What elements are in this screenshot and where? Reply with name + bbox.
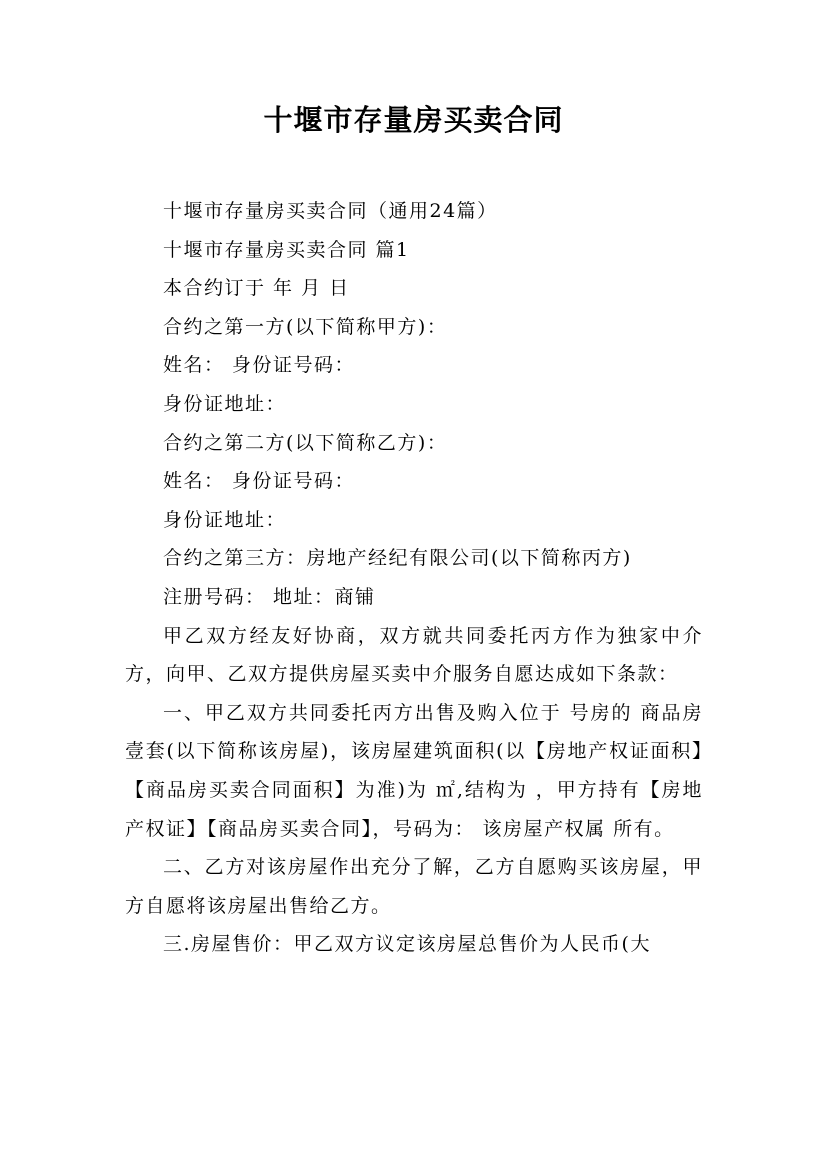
paragraph-clause-1: 一、甲乙双方共同委托丙方出售及购入位于 号房的 商品房 壹套(以下简称该房屋)，该房屋建筑面积(以【房地产权证面积】【商品房买卖合同面积】为准)为 ㎡,结构为 ，甲方持有【房地产权证】【商品房买卖合同】，号码为： 该房屋产权属 所有。 bbox=[125, 701, 703, 840]
document-body bbox=[125, 192, 703, 964]
paragraph-clause-2: 二、乙方对该房屋作出充分了解，乙方自愿购买该房屋，甲方自愿将该房屋出售给乙方。 bbox=[125, 856, 703, 917]
paragraph-party-b-address: 身份证地址： bbox=[163, 508, 287, 531]
paragraph-preamble: 甲乙双方经友好协商，双方就共同委托丙方作为独家中介方，向甲、乙双方提供房屋买卖中介服务自愿达成如下条款： bbox=[125, 624, 703, 686]
paragraph-party-a: 合约之第一方(以下简称甲方)： bbox=[163, 315, 448, 338]
document-title: 十堰市存量房买卖合同 bbox=[263, 103, 564, 137]
paragraph-subheading: 十堰市存量房买卖合同 篇1 bbox=[163, 238, 410, 261]
paragraph-heading: 十堰市存量房买卖合同（通用24篇） bbox=[163, 200, 498, 222]
paragraph-party-a-address: 身份证地址： bbox=[163, 392, 287, 415]
paragraph-party-b-name: 姓名： 身份证号码： bbox=[163, 470, 356, 493]
paragraph-party-b: 合约之第二方(以下简称乙方)： bbox=[163, 431, 448, 454]
paragraph-date: 本合约订于 年 月 日 bbox=[163, 277, 350, 300]
paragraph-party-c-registration: 注册号码： 地址：商铺 bbox=[163, 585, 376, 608]
paragraph-party-c: 合约之第三方：房地产经纪有限公司(以下简称丙方) bbox=[163, 547, 632, 570]
paragraph-party-a-name: 姓名： 身份证号码： bbox=[163, 354, 356, 377]
paragraph-clause-3: 三.房屋售价：甲乙双方议定该房屋总售价为人民币(大 bbox=[163, 933, 651, 956]
